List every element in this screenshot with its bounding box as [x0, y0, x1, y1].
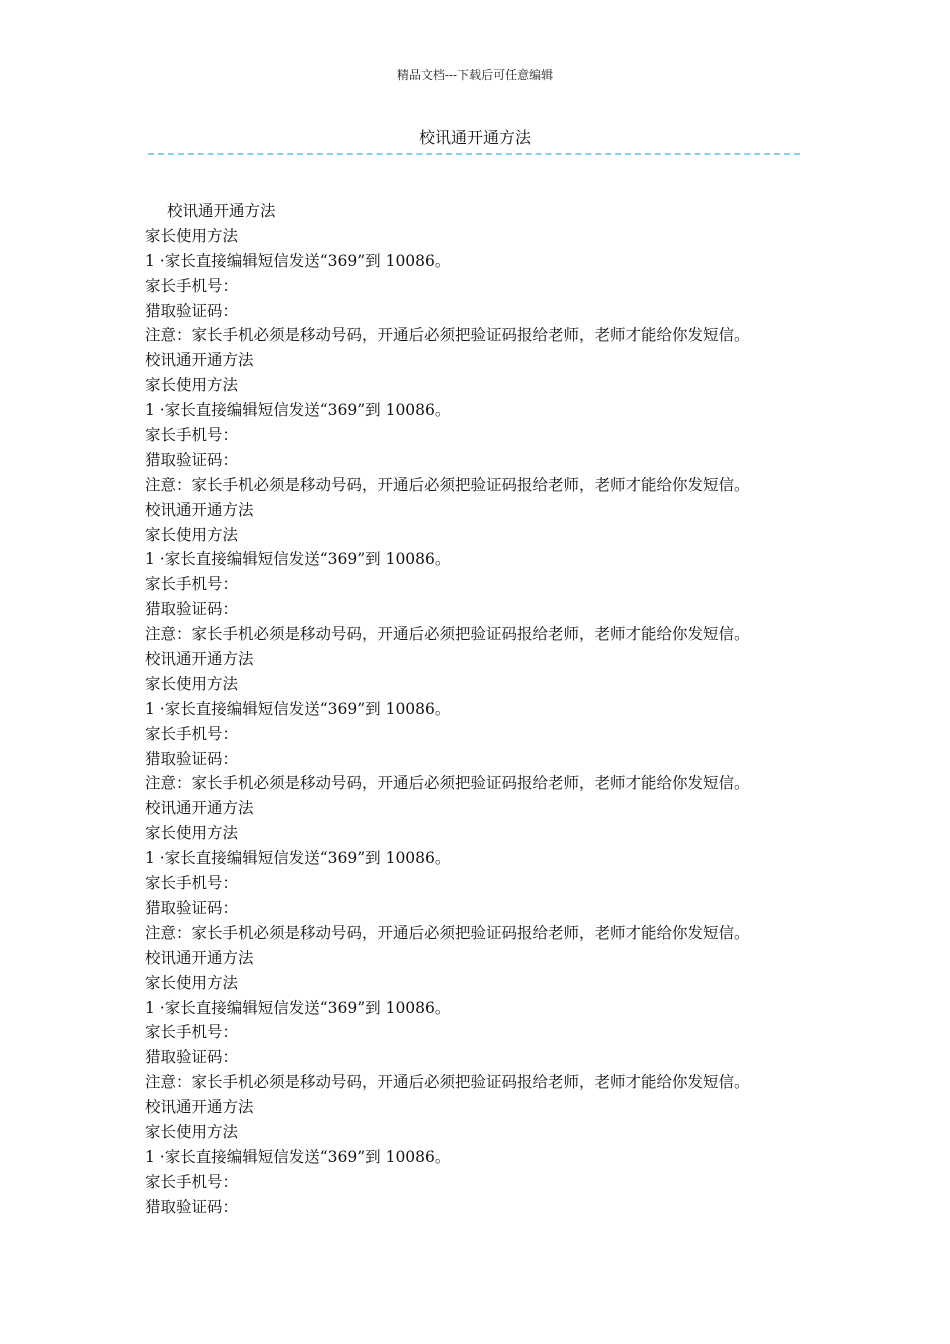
- note-text: 注意：家长手机必须是移动号码，开通后必须把验证码报给老师，老师才能给你发短信。: [145, 923, 750, 942]
- phone-label: 家长手机号：: [145, 276, 239, 295]
- section-heading: 校讯通开通方法: [145, 1098, 254, 1117]
- section-heading: 校讯通开通方法: [167, 202, 276, 220]
- step-text: 1 ·家长直接编辑短信发送“369”到 10086。: [145, 251, 451, 270]
- step-text: 1 ·家长直接编辑短信发送“369”到 10086。: [145, 849, 451, 868]
- section-heading: 校讯通开通方法: [145, 948, 254, 967]
- usage-heading: 家长使用方法: [145, 525, 239, 544]
- code-label: 猎取验证码：: [145, 600, 239, 619]
- code-label: 猎取验证码：: [145, 749, 239, 768]
- section-heading: 校讯通开通方法: [145, 799, 254, 818]
- section-heading: 校讯通开通方法: [145, 500, 254, 519]
- phone-label: 家长手机号：: [145, 426, 239, 445]
- step-text: 1 ·家长直接编辑短信发送“369”到 10086。: [145, 1147, 451, 1166]
- document-title: 校讯通开通方法: [418, 128, 531, 147]
- note-text: 注意：家长手机必须是移动号码，开通后必须把验证码报给老师，老师才能给你发短信。: [145, 475, 750, 494]
- usage-heading: 家长使用方法: [145, 1122, 239, 1141]
- section-heading: 校讯通开通方法: [145, 650, 254, 669]
- code-label: 猎取验证码：: [145, 898, 239, 917]
- document-body: [145, 199, 815, 1220]
- note-text: 注意：家长手机必须是移动号码，开通后必须把验证码报给老师，老师才能给你发短信。: [145, 625, 750, 644]
- title-divider: [148, 153, 800, 155]
- usage-heading: 家长使用方法: [145, 226, 239, 245]
- section-heading: 校讯通开通方法: [145, 351, 254, 370]
- phone-label: 家长手机号：: [145, 575, 239, 594]
- note-text: 注意：家长手机必须是移动号码，开通后必须把验证码报给老师，老师才能给你发短信。: [145, 326, 750, 345]
- step-text: 1 ·家长直接编辑短信发送“369”到 10086。: [145, 401, 451, 420]
- code-label: 猎取验证码：: [145, 1197, 239, 1216]
- usage-heading: 家长使用方法: [145, 973, 239, 992]
- step-text: 1 ·家长直接编辑短信发送“369”到 10086。: [145, 550, 451, 569]
- note-text: 注意：家长手机必须是移动号码，开通后必须把验证码报给老师，老师才能给你发短信。: [145, 1073, 750, 1092]
- code-label: 猎取验证码：: [145, 301, 239, 320]
- step-text: 1 ·家长直接编辑短信发送“369”到 10086。: [145, 998, 451, 1017]
- header-note: 精品文档---下载后可任意编辑: [396, 68, 554, 82]
- code-label: 猎取验证码：: [145, 1048, 239, 1067]
- usage-heading: 家长使用方法: [145, 376, 239, 395]
- code-label: 猎取验证码：: [145, 450, 239, 469]
- usage-heading: 家长使用方法: [145, 824, 239, 843]
- phone-label: 家长手机号：: [145, 874, 239, 893]
- phone-label: 家长手机号：: [145, 1023, 239, 1042]
- usage-heading: 家长使用方法: [145, 674, 239, 693]
- note-text: 注意：家长手机必须是移动号码，开通后必须把验证码报给老师，老师才能给你发短信。: [145, 774, 750, 793]
- step-text: 1 ·家长直接编辑短信发送“369”到 10086。: [145, 699, 451, 718]
- phone-label: 家长手机号：: [145, 1172, 239, 1191]
- phone-label: 家长手机号：: [145, 724, 239, 743]
